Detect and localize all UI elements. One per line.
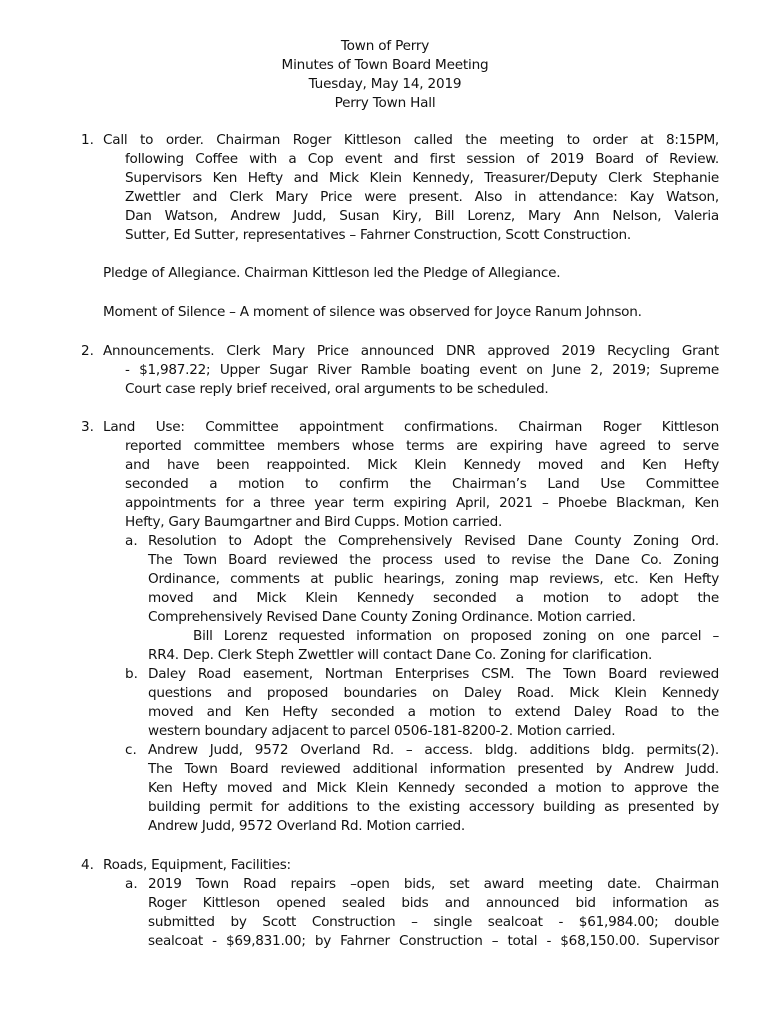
item-3-line: Hefty, Gary Baumgartner and Bird Cupps. Motion carried.: [125, 514, 503, 530]
item-3b-letter: b.: [125, 666, 138, 682]
item-3-line: and have been reappointed. Mick Klein Kennedy moved and Ken Hefty: [125, 457, 719, 473]
item-3c-line: Ken Hefty moved and Mick Klein Kennedy seconded a motion to approve the: [148, 780, 719, 796]
item-3b-line: western boundary adjacent to parcel 0506-181-8200-2. Motion carried.: [148, 723, 616, 739]
item-2-number: 2.: [81, 343, 94, 359]
item-3c-line: building permit for additions to the existing accessory building as presented by: [148, 799, 719, 815]
item-4a-line: sealcoat - $69,831.00; by Fahrner Construction – total - $68,150.00. Supervisor: [148, 933, 719, 949]
item-3a-line: Ordinance, comments at public hearings, zoning map reviews, etc. Ken Hefty: [148, 571, 719, 587]
item-4a-letter: a.: [125, 876, 138, 892]
item-4a-line: 2019 Town Road repairs –open bids, set award meeting date. Chairman: [148, 876, 719, 892]
item-1-line: Call to order. Chairman Roger Kittleson called the meeting to order at 8:15PM,: [103, 132, 719, 148]
item-1-line: following Coffee with a Cop event and first session of 2019 Board of Review.: [125, 151, 719, 167]
item-3a-line: moved and Mick Klein Kennedy seconded a motion to adopt the: [148, 590, 719, 606]
pledge-paragraph: Pledge of Allegiance. Chairman Kittleson led the Pledge of Allegiance.: [103, 265, 561, 281]
item-3-line: Land Use: Committee appointment confirmations. Chairman Roger Kittleson: [103, 419, 719, 435]
item-3c-letter: c.: [125, 742, 137, 758]
header-town: Town of Perry: [340, 38, 430, 54]
item-4a-line: submitted by Scott Construction – single sealcoat - $61,984.00; double: [148, 914, 719, 930]
item-3b-line: questions and proposed boundaries on Daley Road. Mick Klein Kennedy: [148, 685, 719, 701]
item-1-line: Zwettler and Clerk Mary Price were present. Also in attendance: Kay Watson,: [125, 189, 719, 205]
item-3b-line: moved and Ken Hefty seconded a motion to extend Daley Road to the: [148, 704, 719, 720]
item-1-line: Dan Watson, Andrew Judd, Susan Kiry, Bill Lorenz, Mary Ann Nelson, Valeria: [125, 208, 719, 224]
item-3a-line: Comprehensively Revised Dane County Zoning Ordinance. Motion carried.: [148, 609, 636, 625]
item-2-line: Announcements. Clerk Mary Price announced DNR approved 2019 Recycling Grant: [103, 343, 719, 359]
item-4-number: 4.: [81, 857, 94, 873]
item-2-line: - $1,987.22; Upper Sugar River Ramble boating event on June 2, 2019; Supreme: [125, 362, 719, 378]
item-3a-letter: a.: [125, 533, 138, 549]
header-meeting-title: Minutes of Town Board Meeting: [281, 57, 489, 73]
item-3a-line: Bill Lorenz requested information on proposed zoning on one parcel –: [193, 628, 719, 644]
item-1-number: 1.: [81, 132, 94, 148]
item-4-title: Roads, Equipment, Facilities:: [103, 857, 291, 873]
item-1-line: Supervisors Ken Hefty and Mick Klein Kennedy, Treasurer/Deputy Clerk Stephanie: [125, 170, 719, 186]
item-3-line: reported committee members whose terms are expiring have agreed to serve: [125, 438, 719, 454]
item-3-number: 3.: [81, 419, 94, 435]
document-header: [0, 37, 770, 113]
item-3c-line: Andrew Judd, 9572 Overland Rd. – access. bldg. additions bldg. permits(2).: [148, 742, 719, 758]
item-2-line: Court case reply brief received, oral arguments to be scheduled.: [125, 381, 549, 397]
silence-paragraph: Moment of Silence – A moment of silence was observed for Joyce Ranum Johnson.: [103, 304, 642, 320]
item-3a-line: The Town Board reviewed the process used to revise the Dane Co. Zoning: [148, 552, 719, 568]
item-3b-line: Daley Road easement, Nortman Enterprises CSM. The Town Board reviewed: [148, 666, 719, 682]
item-3a-line: RR4. Dep. Clerk Steph Zwettler will contact Dane Co. Zoning for clarification.: [148, 647, 653, 663]
item-1-line: Sutter, Ed Sutter, representatives – Fahrner Construction, Scott Construction.: [125, 227, 631, 243]
item-3-line: appointments for a three year term expiring April, 2021 – Phoebe Blackman, Ken: [125, 495, 719, 511]
item-3-line: seconded a motion to confirm the Chairman’s Land Use Committee: [125, 476, 719, 492]
item-4a-line: Roger Kittleson opened sealed bids and announced bid information as: [148, 895, 719, 911]
item-3c-line: The Town Board reviewed additional information presented by Andrew Judd.: [148, 761, 719, 777]
header-date: Tuesday, May 14, 2019: [308, 76, 462, 92]
header-place: Perry Town Hall: [334, 95, 436, 111]
item-3a-line: Resolution to Adopt the Comprehensively Revised Dane County Zoning Ord.: [148, 533, 719, 549]
item-3c-line: Andrew Judd, 9572 Overland Rd. Motion carried.: [148, 818, 465, 834]
